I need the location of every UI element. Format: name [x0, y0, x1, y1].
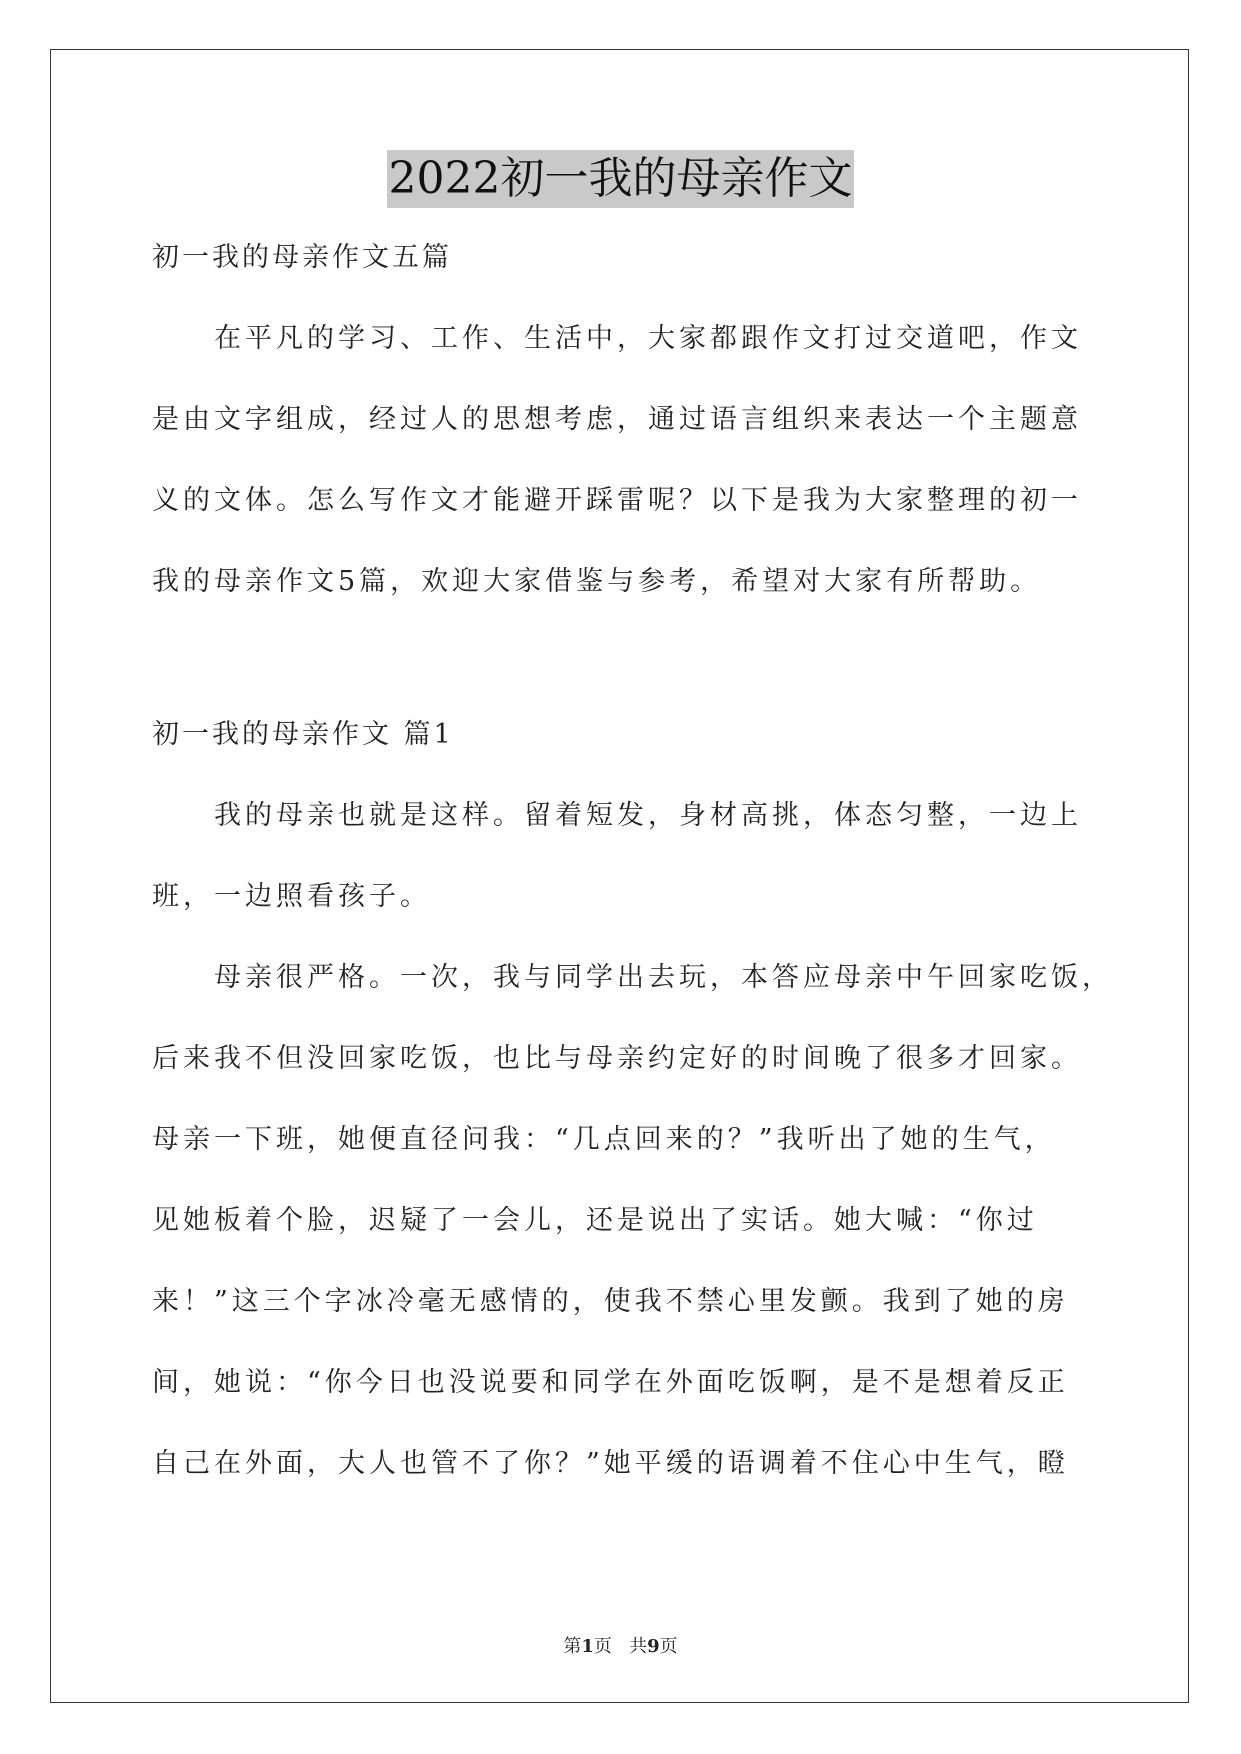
document-body [152, 230, 1113, 1517]
footer-suffix: 页 [659, 1636, 678, 1657]
para2-line: 来！”这三个字冰冷毫无感情的，使我不禁心里发颤。我到了她的房 [152, 1286, 1069, 1317]
subtitle: 初一我的母亲作文五篇 [152, 242, 452, 273]
para2-line: 后来我不但没回家吃饭，也比与母亲约定好的时间晚了很多才回家。 [152, 1043, 1082, 1074]
page-footer [0, 1632, 1241, 1658]
para1-line: 班，一边照看孩子。 [152, 881, 431, 912]
para1-line: 我的母亲也就是这样。留着短发，身材高挑，体态匀整，一边上 [214, 800, 1082, 831]
para2-line: 见她板着个脸，迟疑了一会儿，还是说出了实话。她大喊：“你过 [152, 1205, 1038, 1236]
paragraph-spacer [152, 635, 1092, 707]
para2-line: 间，她说：“你今日也没说要和同学在外面吃饭啊，是不是想着反正 [152, 1367, 1069, 1398]
intro-line: 义的文体。怎么写作文才能避开踩雷呢？以下是我为大家整理的初一 [152, 485, 1082, 516]
footer-total-pages: 9 [647, 1636, 660, 1657]
document-title: 2022初一我的母亲作文 [387, 150, 855, 208]
title-container [0, 150, 1241, 208]
intro-line: 在平凡的学习、工作、生活中，大家都跟作文打过交道吧，作文 [214, 323, 1082, 354]
footer-prefix: 第 [563, 1636, 582, 1657]
para2-line: 母亲很严格。一次，我与同学出去玩，本答应母亲中午回家吃饭， [214, 962, 1113, 993]
para2-line: 自己在外面，大人也管不了你？”她平缓的语调着不住心中生气，瞪 [152, 1448, 1069, 1479]
para2-line: 母亲一下班，她便直径问我：“几点回来的？”我听出了她的生气， [152, 1124, 1056, 1155]
section-heading: 初一我的母亲作文 篇1 [152, 719, 454, 750]
intro-line: 我的母亲作文5篇，欢迎大家借鉴与参考，希望对大家有所帮助。 [152, 566, 1042, 597]
footer-middle: 页 共 [593, 1636, 648, 1657]
intro-line: 是由文字组成，经过人的思想考虑，通过语言组织来表达一个主题意 [152, 404, 1082, 435]
footer-page-number: 1 [581, 1636, 594, 1657]
